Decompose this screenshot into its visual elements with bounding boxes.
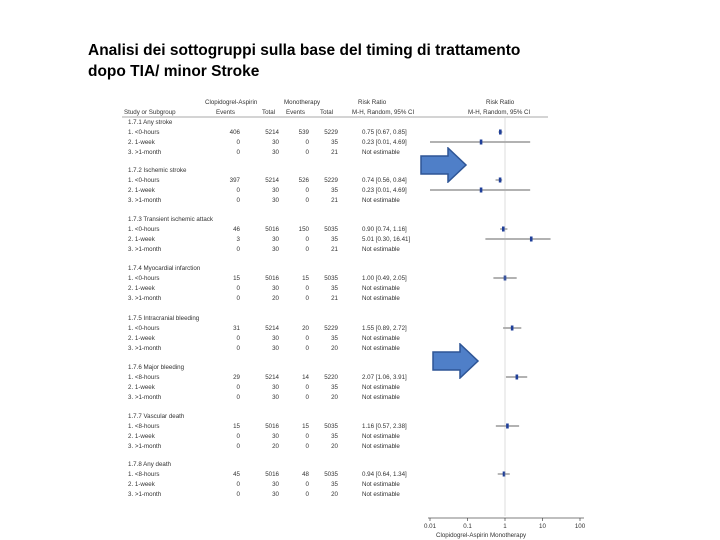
row-events-2: 0 — [305, 285, 309, 292]
row-total-2: 35 — [331, 285, 338, 292]
row-events-2: 0 — [305, 394, 309, 401]
row-label: 1. <8-hours — [128, 471, 160, 478]
row-total-1: 30 — [272, 491, 279, 498]
row-events-2: 0 — [305, 433, 309, 440]
row-events-2: 0 — [305, 481, 309, 488]
row-risk-ratio-ci: 5.01 [0.30, 16.41] — [362, 236, 411, 243]
header-arm2: Monotherapy — [284, 99, 321, 106]
row-total-2: 21 — [331, 246, 338, 253]
header-arm1: Clopidogrel-Aspirin — [205, 99, 258, 106]
point-estimate-marker — [499, 130, 502, 135]
row-label: 2. 1-week — [128, 236, 155, 243]
x-tick-label: 100 — [574, 523, 586, 530]
row-label: 2. 1-week — [128, 285, 155, 292]
row-events-2: 0 — [305, 187, 309, 194]
row-total-2: 5229 — [324, 129, 338, 136]
row-events-1: 0 — [236, 443, 240, 450]
header-events2: Events — [286, 109, 305, 116]
row-events-2: 0 — [305, 139, 309, 146]
subgroup-title: 1.7.4 Myocardial infarction — [128, 265, 201, 272]
row-risk-ratio-ci: 1.16 [0.57, 2.38] — [362, 423, 407, 430]
row-risk-ratio-ci: 1.00 [0.49, 2.05] — [362, 275, 407, 282]
row-total-2: 35 — [331, 481, 338, 488]
right-arrow-icon — [432, 343, 480, 379]
row-label: 3. >1-month — [128, 345, 162, 352]
row-risk-ratio-ci: Not estimable — [362, 197, 400, 204]
title-line-1: Analisi dei sottogruppi sulla base del timing di trattamento — [88, 42, 521, 59]
row-events-2: 0 — [305, 149, 309, 156]
point-estimate-marker — [511, 326, 514, 331]
row-total-2: 21 — [331, 149, 338, 156]
row-total-2: 35 — [331, 335, 338, 342]
row-label: 3. >1-month — [128, 443, 162, 450]
row-total-1: 30 — [272, 433, 279, 440]
subgroup-title: 1.7.6 Major bleeding — [128, 364, 185, 371]
row-events-1: 46 — [233, 226, 240, 233]
row-total-1: 5016 — [265, 471, 279, 478]
row-label: 3. >1-month — [128, 197, 162, 204]
x-tick-label: 0.1 — [463, 523, 472, 530]
point-estimate-marker — [480, 140, 483, 145]
row-label: 3. >1-month — [128, 491, 162, 498]
row-events-2: 0 — [305, 236, 309, 243]
row-label: 3. >1-month — [128, 394, 162, 401]
row-total-2: 21 — [331, 295, 338, 302]
row-events-2: 48 — [302, 471, 309, 478]
x-tick-label: 10 — [539, 523, 546, 530]
row-total-1: 20 — [272, 443, 279, 450]
row-events-1: 15 — [233, 423, 240, 430]
row-total-1: 30 — [272, 139, 279, 146]
row-risk-ratio-ci: Not estimable — [362, 149, 400, 156]
row-total-2: 5229 — [324, 325, 338, 332]
row-total-1: 30 — [272, 236, 279, 243]
row-total-1: 5016 — [265, 423, 279, 430]
row-events-2: 539 — [298, 129, 309, 136]
row-events-1: 0 — [236, 491, 240, 498]
header-total2: Total — [320, 109, 334, 116]
row-events-2: 0 — [305, 197, 309, 204]
header-plot-method: M-H, Random, 95% CI — [468, 109, 531, 116]
header-rr: Risk Ratio — [358, 99, 387, 106]
row-risk-ratio-ci: 0.74 [0.56, 0.84] — [362, 177, 407, 184]
row-total-2: 20 — [331, 491, 338, 498]
row-events-2: 0 — [305, 491, 309, 498]
row-events-2: 0 — [305, 443, 309, 450]
row-risk-ratio-ci: Not estimable — [362, 384, 400, 391]
row-total-1: 5214 — [265, 177, 279, 184]
row-total-1: 30 — [272, 149, 279, 156]
row-total-1: 30 — [272, 384, 279, 391]
row-risk-ratio-ci: Not estimable — [362, 246, 400, 253]
row-total-2: 5035 — [324, 471, 338, 478]
row-total-1: 30 — [272, 394, 279, 401]
row-label: 1. <0-hours — [128, 275, 160, 282]
row-label: 1. <0-hours — [128, 177, 160, 184]
subgroup-title: 1.7.5 Intracranial bleeding — [128, 315, 200, 322]
row-label: 2. 1-week — [128, 139, 155, 146]
row-total-1: 20 — [272, 295, 279, 302]
point-estimate-marker — [480, 188, 483, 193]
row-events-2: 20 — [302, 325, 309, 332]
header-rr-method: M-H, Random, 95% CI — [352, 109, 415, 116]
row-total-1: 30 — [272, 345, 279, 352]
row-label: 2. 1-week — [128, 335, 155, 342]
row-risk-ratio-ci: 0.90 [0.74, 1.16] — [362, 226, 407, 233]
row-events-2: 0 — [305, 295, 309, 302]
row-events-1: 0 — [236, 433, 240, 440]
row-label: 3. >1-month — [128, 246, 162, 253]
row-risk-ratio-ci: 1.55 [0.89, 2.72] — [362, 325, 407, 332]
row-risk-ratio-ci: Not estimable — [362, 491, 400, 498]
row-events-1: 45 — [233, 471, 240, 478]
row-risk-ratio-ci: Not estimable — [362, 481, 400, 488]
row-risk-ratio-ci: 2.07 [1.06, 3.91] — [362, 374, 407, 381]
row-total-2: 20 — [331, 443, 338, 450]
row-risk-ratio-ci: 0.94 [0.64, 1.34] — [362, 471, 407, 478]
row-total-1: 5214 — [265, 374, 279, 381]
header-total1: Total — [262, 109, 276, 116]
row-label: 1. <0-hours — [128, 226, 160, 233]
row-label: 1. <8-hours — [128, 423, 160, 430]
row-events-1: 0 — [236, 481, 240, 488]
point-estimate-marker — [530, 237, 533, 242]
row-events-1: 406 — [229, 129, 240, 136]
row-risk-ratio-ci: Not estimable — [362, 335, 400, 342]
row-total-2: 5035 — [324, 226, 338, 233]
row-events-1: 0 — [236, 197, 240, 204]
row-risk-ratio-ci: 0.75 [0.67, 0.85] — [362, 129, 407, 136]
row-events-2: 14 — [302, 374, 309, 381]
row-risk-ratio-ci: 0.23 [0.01, 4.69] — [362, 139, 407, 146]
row-events-2: 15 — [302, 423, 309, 430]
row-total-2: 20 — [331, 394, 338, 401]
row-events-1: 397 — [229, 177, 240, 184]
row-total-1: 5214 — [265, 325, 279, 332]
row-risk-ratio-ci: Not estimable — [362, 295, 400, 302]
row-risk-ratio-ci: Not estimable — [362, 345, 400, 352]
row-events-1: 29 — [233, 374, 240, 381]
row-events-1: 0 — [236, 345, 240, 352]
row-events-2: 0 — [305, 246, 309, 253]
subgroup-title: 1.7.1 Any stroke — [128, 119, 173, 126]
subgroup-title: 1.7.8 Any death — [128, 461, 172, 468]
row-events-1: 0 — [236, 335, 240, 342]
row-events-1: 3 — [236, 236, 240, 243]
header-events1: Events — [216, 109, 235, 116]
row-events-2: 150 — [298, 226, 309, 233]
row-total-1: 30 — [272, 187, 279, 194]
subgroup-title: 1.7.3 Transient ischemic attack — [128, 216, 213, 223]
row-total-2: 35 — [331, 384, 338, 391]
row-events-1: 0 — [236, 187, 240, 194]
row-total-2: 21 — [331, 197, 338, 204]
point-estimate-marker — [502, 227, 505, 232]
row-risk-ratio-ci: Not estimable — [362, 443, 400, 450]
row-total-2: 5035 — [324, 423, 338, 430]
row-label: 3. >1-month — [128, 295, 162, 302]
header-study: Study or Subgroup — [124, 109, 176, 116]
row-events-1: 0 — [236, 149, 240, 156]
x-axis-ticks — [424, 518, 586, 530]
row-events-2: 0 — [305, 335, 309, 342]
point-estimate-marker — [506, 424, 509, 429]
right-arrow-icon — [420, 147, 468, 183]
row-total-2: 5229 — [324, 177, 338, 184]
row-total-1: 5214 — [265, 129, 279, 136]
row-label: 1. <0-hours — [128, 129, 160, 136]
row-events-1: 0 — [236, 394, 240, 401]
row-events-2: 526 — [298, 177, 309, 184]
axis-footer: Clopidogrel-Aspirin Monotherapy — [436, 532, 527, 539]
row-total-2: 35 — [331, 139, 338, 146]
row-events-1: 0 — [236, 285, 240, 292]
row-total-1: 5016 — [265, 275, 279, 282]
point-estimate-marker — [499, 178, 502, 183]
row-events-2: 15 — [302, 275, 309, 282]
row-label: 1. <0-hours — [128, 325, 160, 332]
row-risk-ratio-ci: Not estimable — [362, 285, 400, 292]
point-estimate-marker — [516, 375, 519, 380]
row-total-2: 35 — [331, 236, 338, 243]
row-events-1: 0 — [236, 384, 240, 391]
row-events-1: 0 — [236, 139, 240, 146]
row-events-2: 0 — [305, 345, 309, 352]
row-total-2: 5035 — [324, 275, 338, 282]
header-plot-rr: Risk Ratio — [486, 99, 515, 106]
row-total-2: 5220 — [324, 374, 338, 381]
title-line-2: dopo TIA/ minor Stroke — [88, 63, 260, 80]
row-events-1: 0 — [236, 246, 240, 253]
row-total-2: 35 — [331, 433, 338, 440]
row-events-1: 15 — [233, 275, 240, 282]
row-total-1: 30 — [272, 481, 279, 488]
row-risk-ratio-ci: Not estimable — [362, 433, 400, 440]
row-label: 2. 1-week — [128, 481, 155, 488]
subgroup-title: 1.7.2 Ischemic stroke — [128, 167, 187, 174]
row-total-1: 30 — [272, 335, 279, 342]
row-label: 2. 1-week — [128, 384, 155, 391]
row-risk-ratio-ci: 0.23 [0.01, 4.69] — [362, 187, 407, 194]
row-events-2: 0 — [305, 384, 309, 391]
subgroup-rows — [128, 119, 410, 498]
row-label: 2. 1-week — [128, 187, 155, 194]
row-total-2: 35 — [331, 187, 338, 194]
row-total-2: 20 — [331, 345, 338, 352]
x-tick-label: 1 — [503, 523, 507, 530]
row-events-1: 0 — [236, 295, 240, 302]
row-total-1: 30 — [272, 246, 279, 253]
row-total-1: 5016 — [265, 226, 279, 233]
row-label: 3. >1-month — [128, 149, 162, 156]
row-risk-ratio-ci: Not estimable — [362, 394, 400, 401]
x-tick-label: 0.01 — [423, 523, 437, 530]
row-label: 1. <8-hours — [128, 374, 160, 381]
subgroup-title: 1.7.7 Vascular death — [128, 413, 185, 420]
row-total-1: 30 — [272, 197, 279, 204]
row-events-1: 31 — [233, 325, 240, 332]
row-label: 2. 1-week — [128, 433, 155, 440]
row-total-1: 30 — [272, 285, 279, 292]
